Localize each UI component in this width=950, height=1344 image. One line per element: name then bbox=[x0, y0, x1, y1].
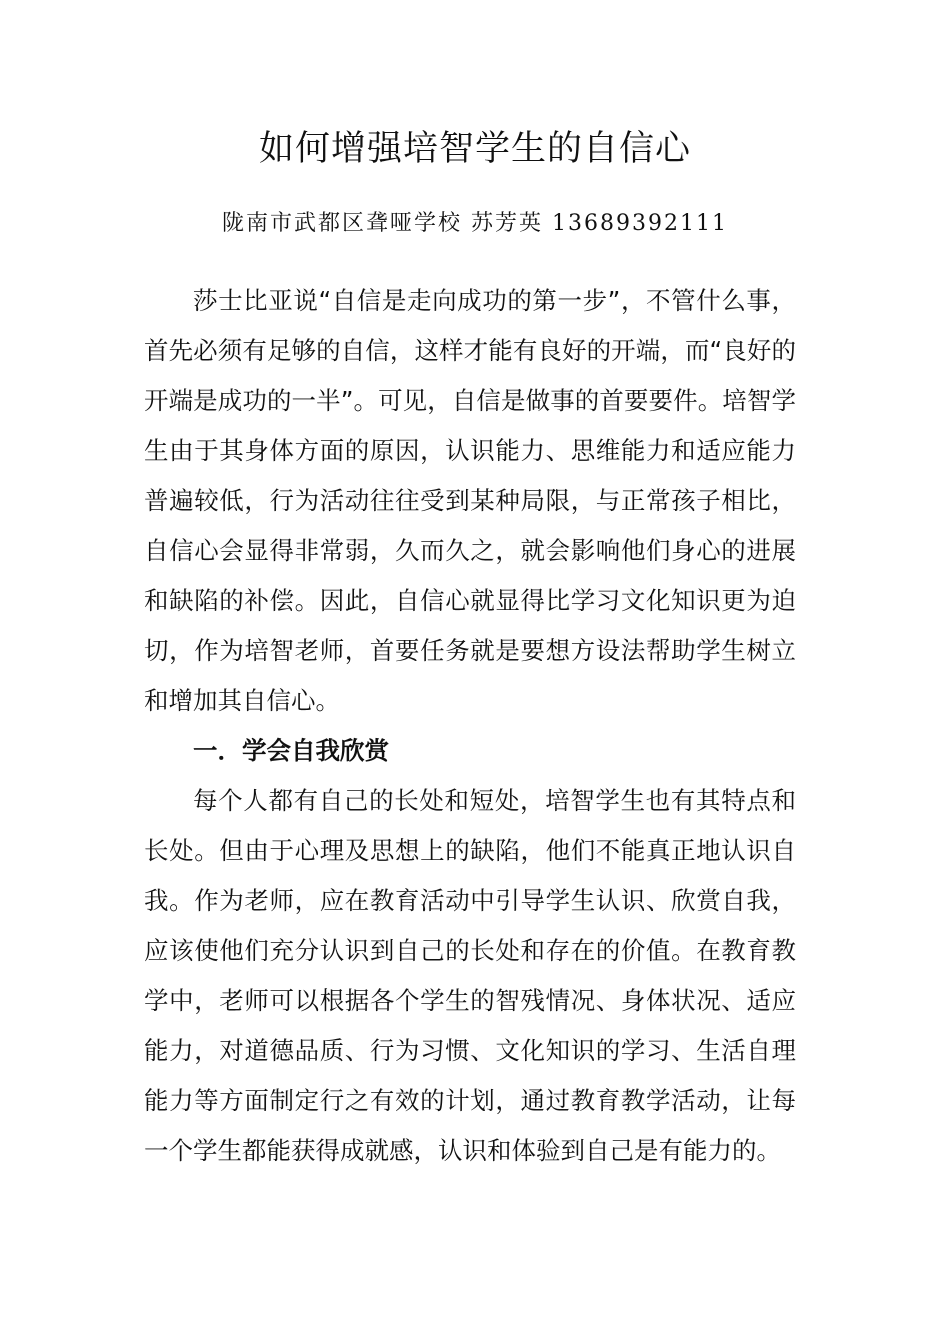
intro-paragraph: 莎士比亚说“自信是走向成功的第一步”，不管什么事，首先必须有足够的自信，这样才能有良好的开端，而“良好的开端是成功的一半”。可见，自信是做事的首要要件。培智学生由于其身体方面的原因，认识能力、思维能力和适应能力普遍较低，行为活动往往受到某种局限，与正常孩子相比，自信心会显得非常弱，久而久之，就会影响他们身心的进展和缺陷的补偿。因此，自信心就显得比学习文化知识更为迫切，作为培智老师，首要任务就是要想方设法帮助学生树立和增加其自信心。 bbox=[144, 286, 796, 715]
document-body bbox=[144, 276, 796, 1176]
section-paragraph: 每个人都有自己的长处和短处，培智学生也有其特点和长处。但由于心理及思想上的缺陷，他们不能真正地认识自我。作为老师，应在教育活动中引导学生认识、欣赏自我，应该使他们充分认识到自己的长处和存在的价值。在教育教学中，老师可以根据各个学生的智残情况、身体状况、适应能力，对道德品质、行为习惯、文化知识的学习、生活自理能力等方面制定行之有效的计划，通过教育教学活动，让每一个学生都能获得成就感，认识和体验到自己是有能力的。 bbox=[144, 786, 796, 1165]
document-title: 如何增强培智学生的自信心 bbox=[258, 129, 691, 169]
author-byline: 陇南市武都区聋哑学校 苏芳英 13689392111 bbox=[222, 211, 728, 236]
section-heading: 一．学会自我欣赏 bbox=[193, 736, 389, 765]
